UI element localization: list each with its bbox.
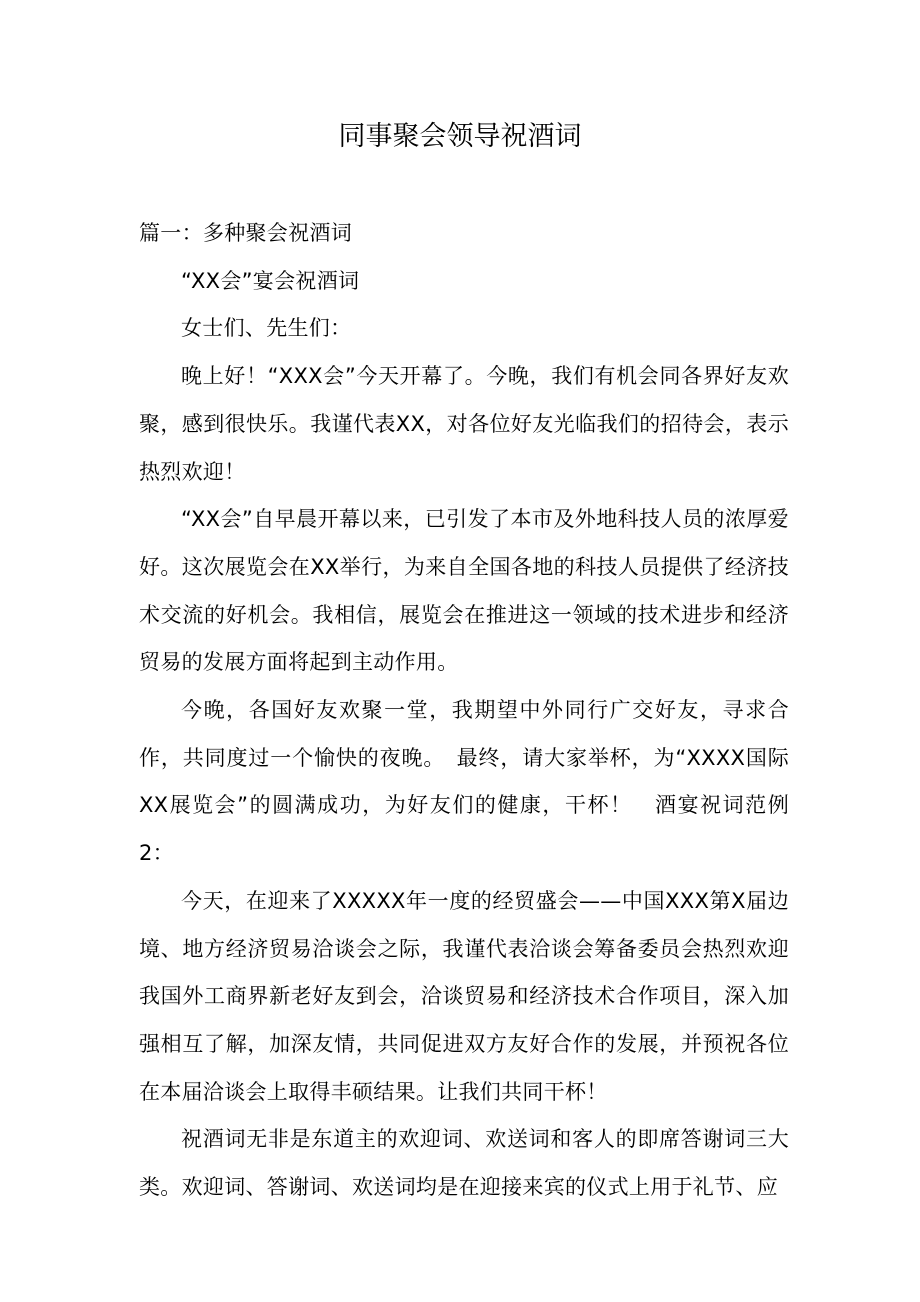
paragraph-salutation: 女士们、先生们： <box>181 316 352 341</box>
paragraph-body: 今天，在迎来了XXXXX年一度的经贸盛会——中国XXX第X届边境、地方经济贸易洽谈会之际，我谨代表洽谈会筹备委员会热烈欢迎我国外工商界新老好友到会，洽谈贸易和经济技术合作项目，深入加强相互了解，加深友情，共同促进双方友好合作的发展，并预祝各位在本届洽谈会上取得丰硕结果。让我们共同干杯！ <box>139 888 789 1104</box>
paragraph-subtitle: “XX会”宴会祝酒词 <box>181 268 360 293</box>
document-title: 同事聚会领导祝酒词 <box>338 121 582 152</box>
paragraph-section-heading: 篇一：多种聚会祝酒词 <box>139 221 352 245</box>
paragraph-body: “XX会”自早晨开幕以来，已引发了本市及外地科技人员的浓厚爱好。这次展览会在XX举行，为来自全国各地的科技人员提供了经济技术交流的好机会。我相信，展览会在推进这一领域的技术进步和经济贸易的发展方面将起到主动作用。 <box>139 507 789 675</box>
paragraph-body: 今晚，各国好友欢聚一堂，我期望中外同行广交好友，寻求合作，共同度过一个愉快的夜晚。 最终，请大家举杯，为“XXXX国际XX展览会”的圆满成功，为好友们的健康，干杯！ 酒宴祝词范例2： <box>139 698 789 866</box>
document-body <box>139 210 789 1212</box>
paragraph-body: 祝酒词无非是东道主的欢迎词、欢送词和客人的即席答谢词三大类。欢迎词、答谢词、欢送词均是在迎接来宾的仪式上用于礼节、应 <box>139 1127 789 1200</box>
paragraph-body: 晚上好！“XXX会”今天开幕了。今晚，我们有机会同各界好友欢聚，感到很快乐。我谨代表XX，对各位好友光临我们的招待会，表示热烈欢迎！ <box>139 364 789 484</box>
